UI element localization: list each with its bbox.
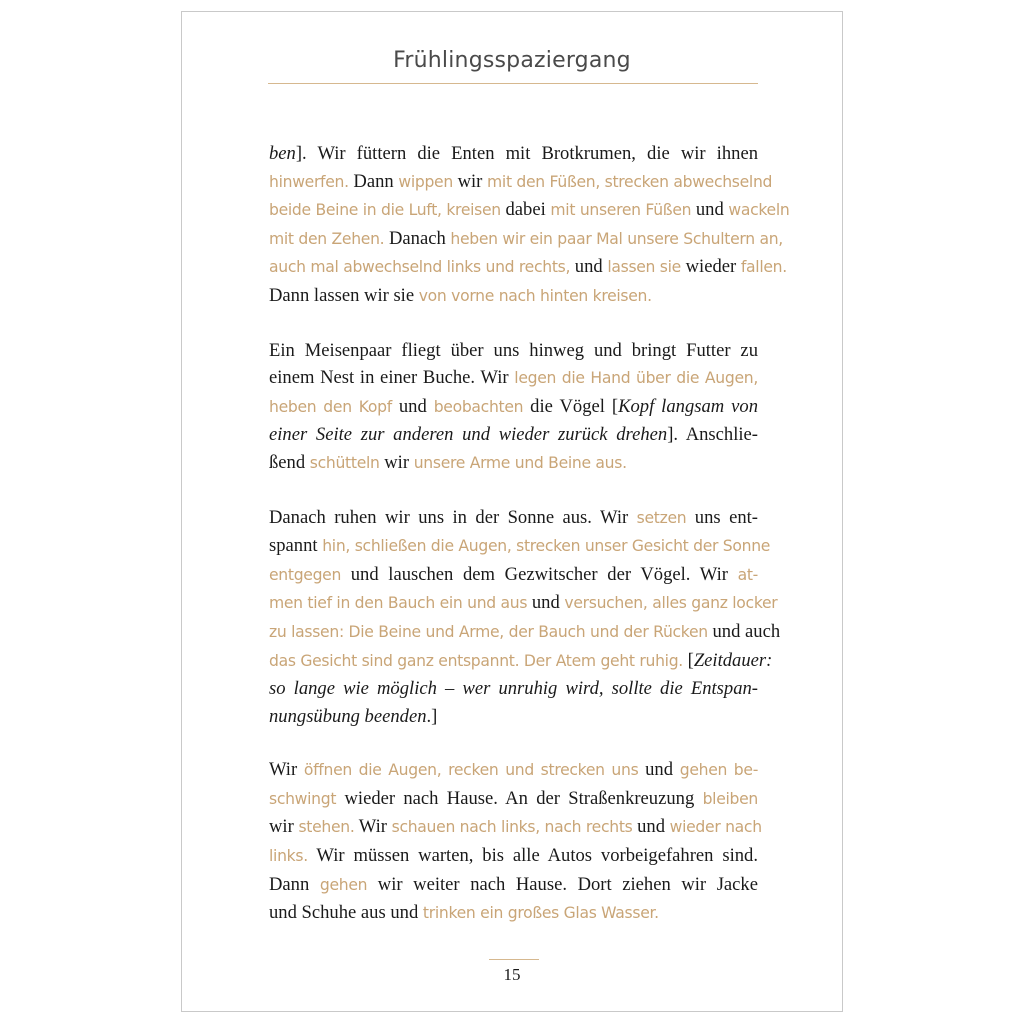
story-text: und: [632, 816, 670, 838]
story-text: Danach: [384, 227, 451, 249]
action-highlight: stehen.: [298, 818, 355, 837]
story-text: Danach ruhen wir uns in der Sonne aus. Wir: [269, 506, 637, 528]
page-number: 15: [503, 965, 521, 984]
story-text: die Vögel [: [523, 395, 619, 417]
story-text: Wir: [354, 816, 392, 838]
text-line: [269, 785, 758, 814]
story-text: und Schuhe aus und: [269, 902, 423, 924]
action-highlight: mit unseren Füßen: [550, 201, 692, 220]
text-line: [269, 282, 758, 311]
story-text: Dann lassen wir sie: [269, 284, 419, 306]
italic-instruction: ben: [269, 143, 296, 164]
action-highlight: heben den Kopf: [269, 397, 392, 416]
text-line: [269, 337, 758, 365]
text-line: [269, 899, 758, 928]
paragraph: [269, 337, 758, 478]
text-line: [269, 589, 778, 618]
italic-instruction: Zeitdauer:: [693, 649, 773, 671]
italic-instruction: so lange wie möglich – wer unruhig wird, sollte die Entspan-: [269, 678, 758, 700]
text-line: [269, 168, 773, 197]
action-highlight: wippen: [398, 172, 453, 191]
action-highlight: von vorne nach hinten kreisen.: [418, 286, 652, 305]
action-highlight: zu lassen: Die Beine und Arme, der Bauch und der Rücken: [269, 622, 708, 641]
story-text: Wir müssen warten, bis alle Autos vorbeigefahren sind.: [307, 845, 758, 867]
action-highlight: beobachten: [433, 397, 524, 416]
action-highlight: mit den Zehen.: [269, 229, 385, 248]
footer-divider: [489, 959, 539, 960]
text-line: [269, 647, 773, 676]
action-highlight: gehen: [319, 875, 368, 894]
action-highlight: lassen sie: [607, 258, 681, 277]
text-line: [269, 871, 758, 900]
story-text: uns ent-: [686, 506, 758, 528]
story-text: und auch: [707, 620, 781, 642]
action-highlight: bleiben: [702, 789, 758, 808]
story-text: Dann: [348, 170, 399, 192]
text-line: [269, 449, 758, 478]
action-highlight: entgegen: [269, 565, 342, 584]
paragraph: [269, 756, 762, 928]
text-line: [269, 675, 758, 703]
action-highlight: gehen be-: [679, 761, 759, 780]
action-highlight: hinwerfen.: [269, 172, 349, 191]
action-highlight: fallen.: [740, 258, 787, 277]
text-line: [269, 421, 758, 449]
text-line: [269, 140, 758, 168]
story-text: .]: [426, 705, 438, 727]
action-highlight: schütteln: [309, 453, 380, 472]
action-highlight: men tief in den Bauch ein und aus: [269, 594, 528, 613]
text-line: [269, 618, 781, 647]
text-line: [269, 703, 758, 731]
story-text: wir weiter nach Hause. Dort ziehen wir Jacke: [367, 873, 758, 895]
action-highlight: auch mal abwechselnd links und rechts,: [269, 258, 571, 277]
action-highlight: versuchen, alles ganz locker: [564, 594, 778, 613]
action-highlight: wieder nach: [669, 818, 762, 837]
story-text: Dann: [269, 873, 320, 895]
running-header-title: Frühlingsspaziergang: [393, 48, 631, 73]
text-line: [269, 561, 758, 590]
text-line: [269, 196, 790, 225]
action-highlight: wackeln: [728, 201, 790, 220]
action-highlight: setzen: [636, 508, 687, 527]
text-line: [269, 813, 762, 842]
story-text: Ein Meisenpaar fliegt über uns hinweg und bringt Futter zu: [269, 339, 758, 361]
italic-instruction: nungsübung beenden: [269, 705, 427, 727]
story-text: ]. Anschlie-: [667, 424, 758, 446]
action-highlight: legen die Hand über die Augen,: [514, 369, 758, 388]
story-text: wieder nach Hause. An der Straßenkreuzung: [336, 787, 703, 809]
text-line: [269, 842, 758, 871]
action-highlight: beide Beine in die Luft, kreisen: [269, 201, 501, 220]
action-highlight: trinken ein großes Glas Wasser.: [422, 904, 659, 923]
story-text: und: [570, 256, 608, 278]
story-text: und: [527, 592, 565, 614]
header-divider: [268, 83, 758, 84]
story-text: wieder: [680, 256, 741, 278]
story-text: ]. Wir füttern die Enten mit Brotkrumen, die wir ihnen: [295, 143, 758, 164]
story-text: einem Nest in einer Buche. Wir: [269, 367, 515, 389]
italic-instruction: Kopf langsam von: [618, 395, 758, 417]
story-text: wir: [452, 170, 488, 192]
action-highlight: hin, schließen die Augen, strecken unser Gesicht der Sonne: [322, 537, 771, 556]
story-text: ßend: [269, 451, 310, 473]
text-line: [269, 253, 787, 282]
action-highlight: links.: [269, 847, 308, 866]
action-highlight: mit den Füßen, strecken abwechselnd: [487, 172, 773, 191]
story-text: [: [682, 649, 694, 671]
paragraph: [269, 140, 790, 311]
text-line: [269, 393, 758, 422]
story-text: und lauschen dem Gezwitscher der Vögel. Wir: [341, 563, 738, 585]
action-highlight: unsere Arme und Beine aus.: [413, 453, 627, 472]
action-highlight: heben wir ein paar Mal unsere Schultern an,: [450, 229, 783, 248]
action-highlight: at-: [737, 565, 758, 584]
text-line: [269, 504, 758, 533]
book-page: [181, 11, 843, 1012]
italic-instruction: einer Seite zur anderen und wieder zurück drehen: [269, 424, 668, 446]
story-text: spannt: [269, 535, 323, 557]
story-text: und: [691, 199, 729, 221]
action-highlight: schauen nach links, nach rechts: [391, 818, 633, 837]
action-highlight: schwingt: [269, 789, 337, 808]
action-highlight: das Gesicht sind ganz entspannt. Der Atem geht ruhig.: [269, 651, 683, 670]
text-line: [269, 756, 758, 785]
text-line: [269, 364, 758, 393]
text-line: [269, 532, 771, 561]
story-text: Wir: [269, 759, 304, 781]
story-text: wir: [379, 451, 414, 473]
paragraph: [269, 504, 781, 731]
story-text: und: [638, 759, 680, 781]
body-text: [269, 140, 790, 954]
story-text: dabei: [500, 199, 551, 221]
story-text: wir: [269, 816, 299, 838]
story-text: und: [391, 395, 434, 417]
action-highlight: öffnen die Augen, recken und strecken uns: [303, 761, 639, 780]
text-line: [269, 225, 783, 254]
